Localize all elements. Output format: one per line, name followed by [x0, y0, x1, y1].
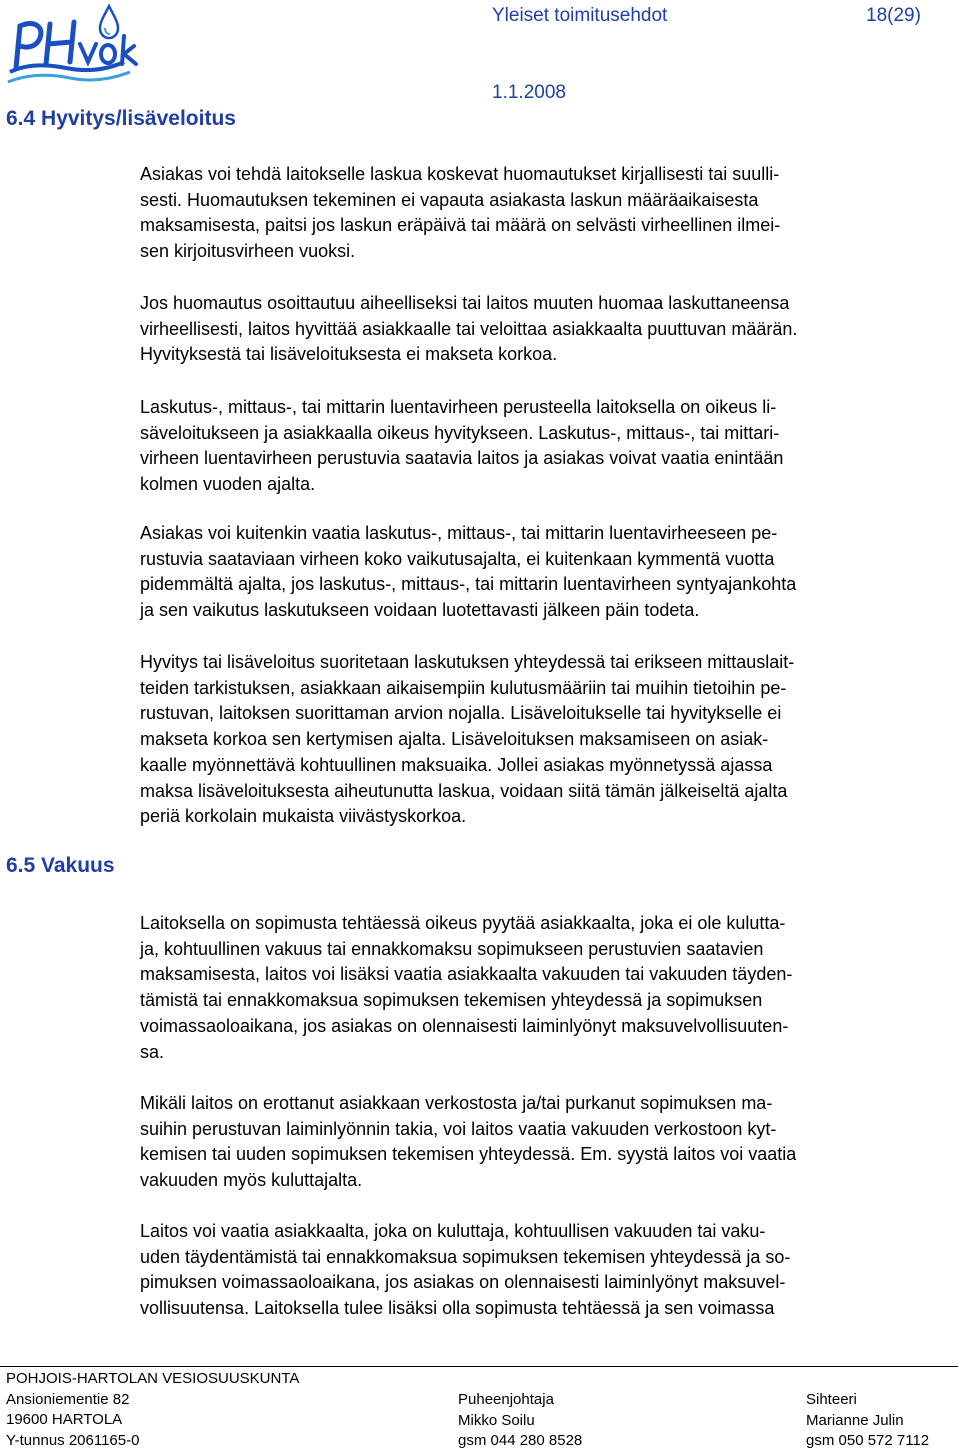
paragraph-line: kolmen vuoden ajalta. [140, 474, 316, 495]
paragraph-line: kaalle myönnettävä kohtuullinen maksuaika. Jollei asiakas myönnetyssä ajassa [140, 754, 773, 775]
document-date: 1.1.2008 [492, 82, 566, 103]
paragraph-line: sen kirjoitusvirheen vuoksi. [140, 241, 356, 262]
footer-secretary-phone: gsm 050 572 7112 [806, 1432, 930, 1449]
paragraph-line: uden täydentämistä tai ennakkomaksua sopimuksen tekemisen yhteydessä ja so- [140, 1246, 791, 1267]
footer-postal: 19600 HARTOLA [6, 1411, 123, 1428]
paragraph [140, 395, 940, 498]
footer-divider [0, 1366, 958, 1367]
footer-secretary-block [806, 1390, 929, 1452]
paragraph-line: Asiakas voi kuitenkin vaatia laskutus-, mittaus-, tai mittarin luentavirheeseen pe- [140, 523, 778, 543]
paragraph [140, 162, 940, 265]
paragraph-line: säveloitukseen ja asiakkaalla oikeus hyvitykseen. Laskutus-, mittaus-, tai mittari- [140, 422, 780, 443]
paragraph-line: Laitos voi vaatia asiakkaalta, joka on kuluttaja, kohtuullisen vakuuden tai vaku- [140, 1221, 766, 1241]
paragraph [140, 911, 940, 1065]
paragraph-line: tämistä tai ennakkomaksua sopimuksen tekemisen yhteydessä ja sopimuksen [140, 990, 763, 1011]
paragraph-line: virheen luentavirheen perustuvia saatavia laitos ja asiakas voivat vaatia enintään [140, 448, 784, 469]
footer-address: Ansioniementie 82 [6, 1390, 130, 1408]
paragraph-line: kemisen tai uuden sopimuksen tekemisen yhteydessä. Em. syystä laitos voi vaatia [140, 1144, 797, 1165]
paragraph-line: makseta korkoa sen kertymisen ajalta. Lisäveloituksen maksamiseen on asiak- [140, 729, 769, 750]
paragraph-line: rustuvia saataviaan virheen koko vaikutusajalta, ei kuitenkaan kymmentä vuotta [140, 548, 775, 569]
paragraph [140, 291, 940, 368]
section-title-hyvitys: 6.4 Hyvitys/lisäveloitus [6, 107, 236, 130]
paragraph [140, 1219, 940, 1322]
paragraph-line: vollisuutensa. Laitoksella tulee lisäksi olla sopimusta tehtäessä ja sen voimassa [140, 1298, 775, 1319]
section-title-vakuus: 6.5 Vakuus [6, 854, 115, 877]
footer-company-block [6, 1369, 299, 1451]
document-title: Yleiset toimitusehdot [492, 5, 668, 26]
paragraph-line: ja sen vaikutus laskutukseen voidaan luotettavasti jälkeen päin todeta. [140, 600, 700, 621]
footer-secretary-name: Marianne Julin [806, 1411, 904, 1429]
paragraph-line: sa. [140, 1041, 165, 1062]
paragraph-line: Asiakas voi tehdä laitokselle laskua koskevat huomautukset kirjallisesti tai suulli- [140, 164, 780, 184]
paragraph-line: Hyvitys tai lisäveloitus suoritetaan laskutuksen yhteydessä tai erikseen mittauslait- [140, 652, 795, 672]
paragraph [140, 1091, 940, 1194]
footer-company-name: POHJOIS-HARTOLAN VESIOSUUSKUNTA [6, 1370, 300, 1387]
paragraph-line: rustuvan, laitoksen suorittaman arvion nojalla. Lisäveloitukselle tai hyvitykselle ei [140, 703, 782, 724]
footer-chair-block [458, 1390, 582, 1452]
footer-chair-role: Puheenjohtaja [458, 1391, 554, 1408]
paragraph [140, 521, 940, 624]
paragraph-line: pimuksen voimassaoloaikana, jos asiakas on olennaisesti laiminlyönyt maksuvel- [140, 1272, 786, 1293]
company-logo [6, 2, 146, 88]
paragraph-line: vakuuden myös kuluttajalta. [140, 1170, 363, 1191]
footer-business-id: Y-tunnus 2061165-0 [6, 1431, 140, 1449]
paragraph-line: maksamisesta, laitos voi lisäksi vaatia asiakkaalta vakuuden tai vakuuden täyden- [140, 964, 793, 985]
paragraph-line: ja, kohtuullinen vakuus tai ennakkomaksu sopimukseen perustuvien saatavien [140, 938, 764, 959]
paragraph-line: suihin perustuvan laiminlyönnin takia, voi laitos vaatia vakuuden verkostoon kyt- [140, 1118, 777, 1139]
paragraph-line: Jos huomautus osoittautuu aiheelliseksi tai laitos muuten huomaa laskuttaneensa [140, 293, 790, 313]
footer-chair-phone: gsm 044 280 8528 [458, 1432, 583, 1449]
footer-secretary-role: Sihteeri [806, 1391, 857, 1408]
paragraph-line: virheellisesti, laitos hyvittää asiakkaalle tai veloittaa asiakkaalta puuttuvan määrän. [140, 318, 798, 339]
paragraph-line: Hyvityksestä tai lisäveloituksesta ei makseta korkoa. [140, 344, 558, 365]
paragraph-line: maksa lisäveloituksesta aiheutunutta laskua, voidaan siitä tämän jälkeiseltä ajalta [140, 780, 788, 801]
footer-chair-name: Mikko Soilu [458, 1411, 535, 1429]
paragraph-line: pidemmältä ajalta, jos laskutus-, mittaus-, tai mittarin luentavirheen syntyajankohta [140, 574, 797, 595]
paragraph-line: teiden tarkistuksen, asiakkaan aikaisempiin kulutusmääriin tai muihin tietoihin pe- [140, 677, 787, 698]
paragraph-line: Laskutus-, mittaus-, tai mittarin luentavirheen perusteella laitoksella on oikeus li- [140, 397, 777, 417]
paragraph-line: maksamisesta, paitsi jos laskun eräpäivä tai määrä on selvästi virheellinen ilmei- [140, 215, 781, 236]
paragraph [140, 650, 940, 830]
paragraph-line: periä korkolain mukaista viivästyskorkoa. [140, 806, 467, 827]
paragraph-line: sesti. Huomautuksen tekeminen ei vapauta asiakasta laskun määräaikaisesta [140, 189, 759, 210]
page-number: 18(29) [866, 5, 921, 26]
paragraph-line: Laitoksella on sopimusta tehtäessä oikeus pyytää asiakkaalta, joka ei ole kulutta- [140, 913, 786, 933]
paragraph-line: Mikäli laitos on erottanut asiakkaan verkostosta ja/tai purkanut sopimuksen ma- [140, 1093, 773, 1113]
paragraph-line: voimassaoloaikana, jos asiakas on olennaisesti laiminlyönyt maksuvelvollisuuten- [140, 1015, 789, 1036]
